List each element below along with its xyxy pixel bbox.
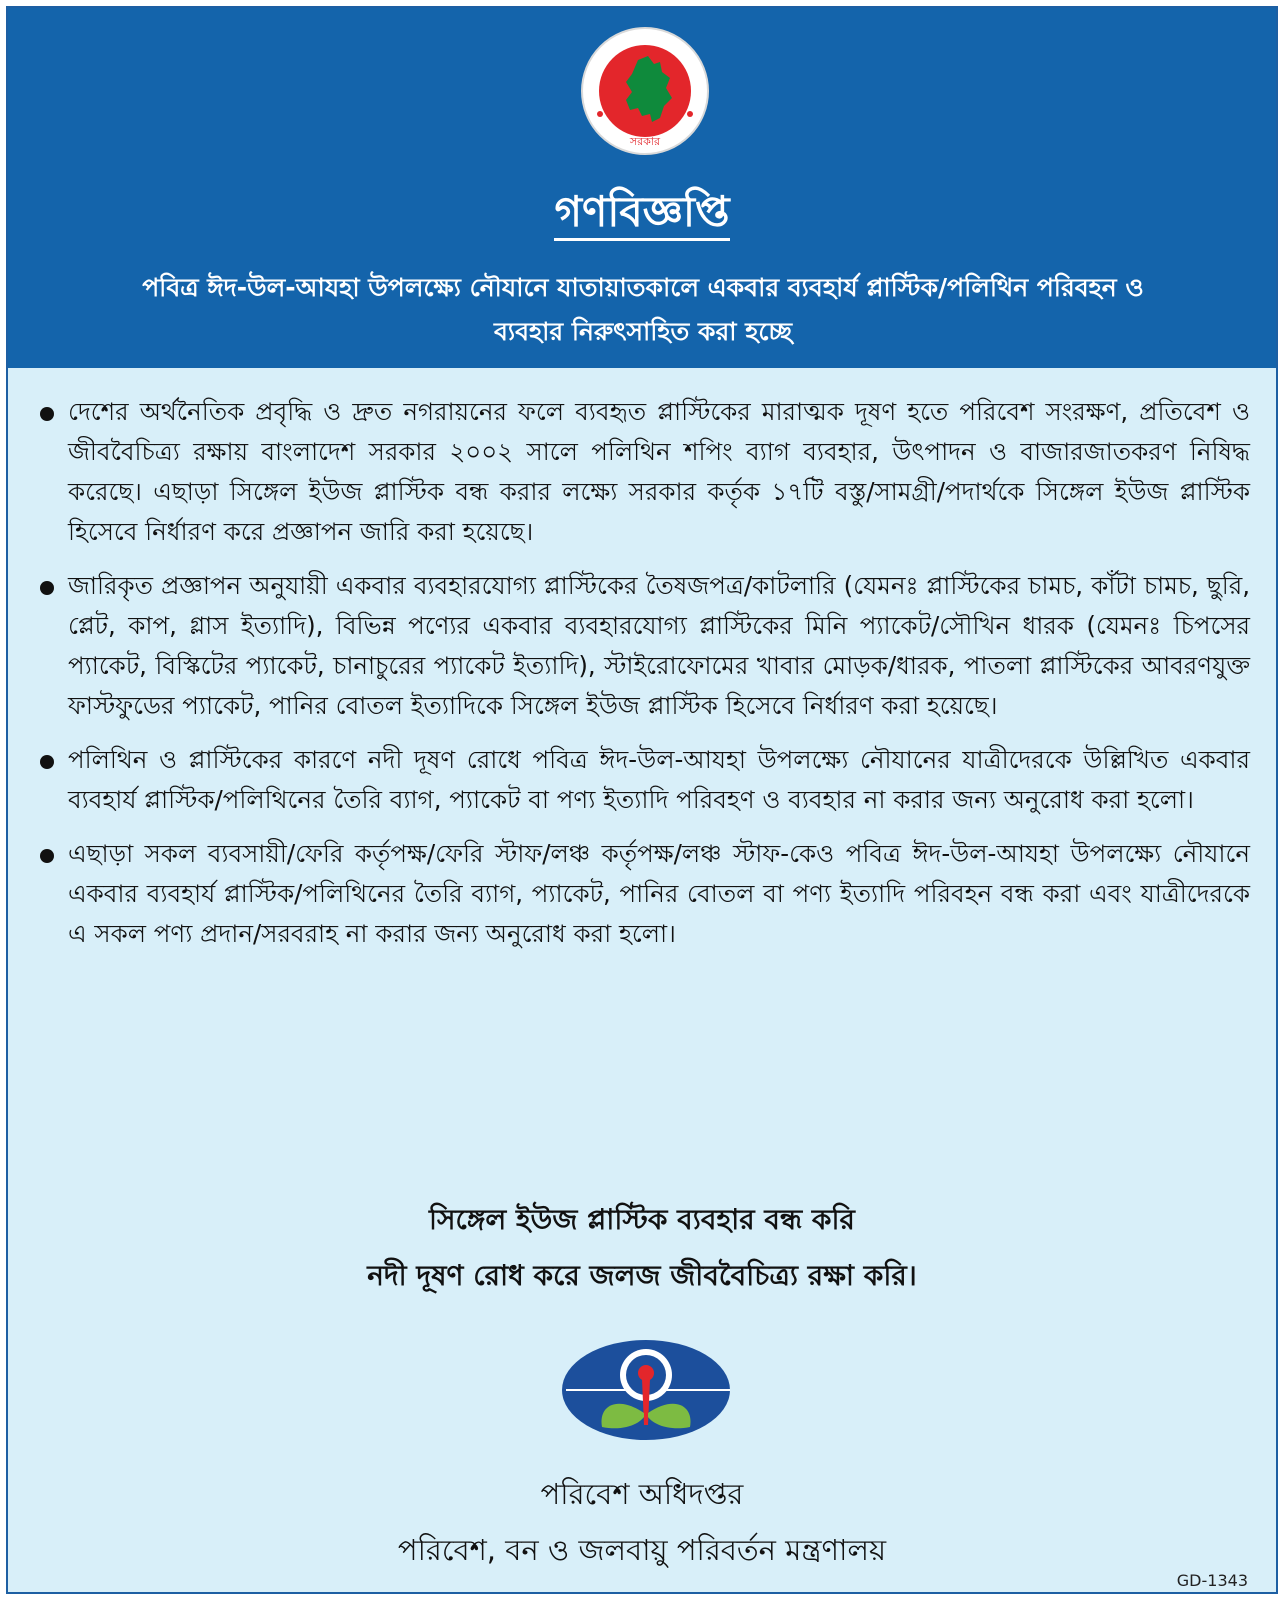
government-seal-logo <box>580 26 710 156</box>
bullet-dot-icon <box>40 755 54 769</box>
bullet-item <box>38 392 1250 552</box>
notice-subtitle <box>48 266 1238 354</box>
bullet-text: দেশের অর্থনৈতিক প্রবৃদ্ধি ও দ্রুত নগরায়নের ফলে ব্যবহৃত প্লাস্টিকের মারাত্মক দূষণ হতে পরিবেশ সংরক্ষণ, প্রতিবেশ ও জীববৈচিত্র্য রক্ষায় বাংলাদেশ সরকার ২০০২ সালে পলিথিন শপিং ব্যাগ ব্যবহার, উৎপাদন ও বাজারজাতকরণ নিষিদ্ধ করেছে। এছাড়া সিঙ্গেল ইউজ প্লাস্টিক বন্ধ করার লক্ষ্যে সরকার কর্তৃক ১৭টি বস্তু/সামগ্রী/পদার্থকে সিঙ্গেল ইউজ প্লাস্টিক হিসেবে নির্ধারণ করে প্রজ্ঞাপন জারি করা হয়েছে। <box>68 397 1250 546</box>
notice-title-text: গণবিজ্ঞপ্তি <box>554 187 729 241</box>
gd-code: GD-1343 <box>1176 1571 1248 1590</box>
notice-title <box>8 184 1276 240</box>
slogan-line-2: নদী দূষণ রোধ করে জলজ জীববৈচিত্র্য রক্ষা করি। <box>367 1259 917 1292</box>
seal-bottom-text: সরকার <box>629 135 661 148</box>
department-name: পরিবেশ অধিদপ্তর <box>540 1477 744 1511</box>
bullet-text: এছাড়া সকল ব্যবসায়ী/ফেরি কর্তৃপক্ষ/ফেরি স্টাফ/লঞ্চ কর্তৃপক্ষ/লঞ্চ স্টাফ-কেও পবিত্র ঈদ-উল-আযহা উপলক্ষ্যে নৌযানে একবার ব্যবহার্য প্লাস্টিক/পলিথিনের তৈরি ব্যাগ, প্যাকেট, পানির বোতল বা পণ্য ইত্যাদি পরিবহন বন্ধ করা এবং যাত্রীদেরকে এ সকল পণ্য প্রদান/সরবরাহ না করার জন্য অনুরোধ করা হলো। <box>68 839 1250 948</box>
subtitle-line-2: ব্যবহার নিরুৎসাহিত করা হচ্ছে <box>493 317 793 346</box>
bullet-item <box>38 834 1250 954</box>
bullet-text: জারিকৃত প্রজ্ঞাপন অনুযায়ী একবার ব্যবহারযোগ্য প্লাস্টিকের তৈষজপত্র/কাটলারি (যেমনঃ প্লাস্টিকের চামচ, কাঁটা চামচ, ছুরি, প্লেট, কাপ, গ্লাস ইত্যাদি), বিভিন্ন পণ্যের একবার ব্যবহারযোগ্য প্লাস্টিকের মিনি প্যাকেট/সৌখিন ধারক (যেমনঃ চিপসের প্যাকেট, বিস্কিটের প্যাকেট, চানাচুরের প্যাকেট ইত্যাদি), স্টাইরোফোমের খাবার মোড়ক/ধারক, পাতলা প্লাস্টিকের আবরণযুক্ত ফাস্টফুডের প্যাকেট, পানির বোতল ইত্যাদিকে সিঙ্গেল ইউজ প্লাস্টিক হিসেবে নির্ধারণ করা হয়েছে। <box>68 571 1250 720</box>
bullet-dot-icon <box>40 849 54 863</box>
department-of-environment-logo <box>558 1335 738 1445</box>
ministry-name: পরিবেশ, বন ও জলবায়ু পরিবর্তন মন্ত্রণালয় <box>397 1533 887 1567</box>
bullet-item <box>38 740 1250 820</box>
bullet-dot-icon <box>40 407 54 421</box>
slogan-line-1: সিঙ্গেল ইউজ প্লাস্টিক ব্যবহার বন্ধ করি <box>429 1203 855 1236</box>
bullet-dot-icon <box>40 581 54 595</box>
bullet-text: পলিথিন ও প্লাস্টিকের কারণে নদী দূষণ রোধে পবিত্র ঈদ-উল-আযহা উপলক্ষ্যে নৌযানের যাত্রীদেরকে উল্লিখিত একবার ব্যবহার্য প্লাস্টিক/পলিথিনের তৈরি ব্যাগ, প্যাকেট বা পণ্য ইত্যাদি পরিবহণ ও ব্যবহার না করার জন্য অনুরোধ করা হলো। <box>68 745 1250 814</box>
subtitle-line-1: পবিত্র ঈদ-উল-আযহা উপলক্ষ্যে নৌযানে যাতায়াতকালে একবার ব্যবহার্য প্লাস্টিক/পলিথিন পরিবহন ও <box>142 273 1144 302</box>
notice-frame <box>6 6 1278 1594</box>
bullet-list <box>38 392 1250 968</box>
bullet-item <box>38 566 1250 726</box>
header-banner <box>8 8 1276 368</box>
